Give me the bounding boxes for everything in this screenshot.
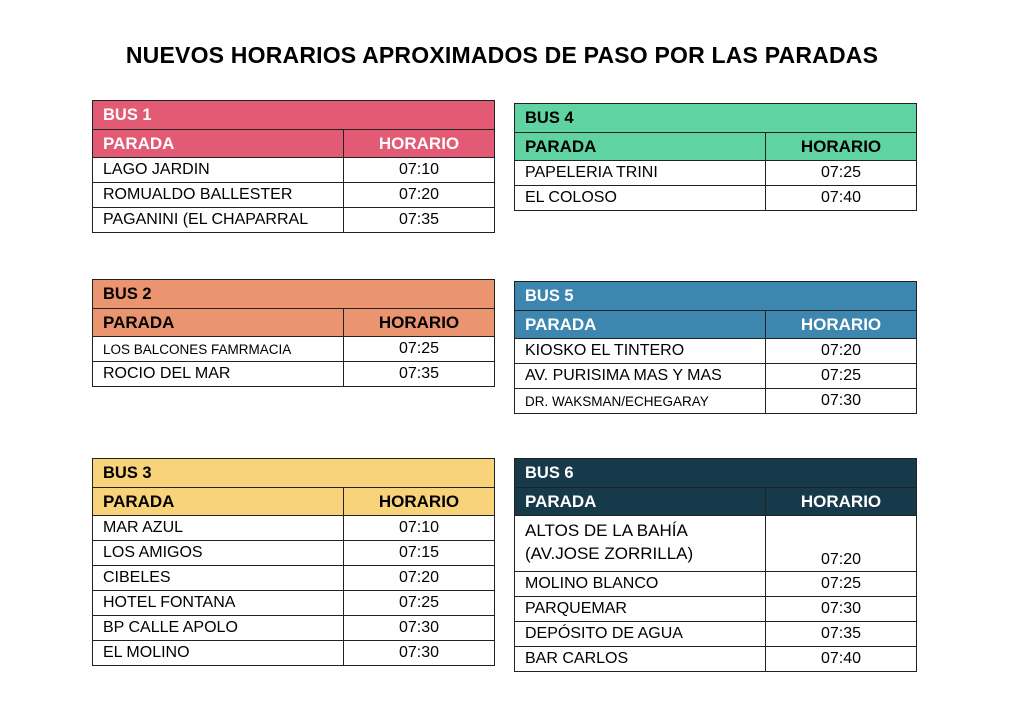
column-header-horario: HORARIO [766, 488, 917, 516]
stop-time: 07:30 [344, 616, 495, 641]
stop-time: 07:25 [344, 337, 495, 362]
table-row [93, 516, 495, 541]
stop-time: 07:20 [344, 566, 495, 591]
table-row [93, 337, 495, 362]
stop-name: PAPELERIA TRINI [515, 161, 766, 186]
stop-name-line2: (AV.JOSE ZORRILLA) [525, 544, 694, 563]
table-row [515, 364, 917, 389]
stop-time: 07:35 [344, 208, 495, 233]
stop-time: 07:10 [344, 516, 495, 541]
table-row [93, 158, 495, 183]
page-title: NUEVOS HORARIOS APROXIMADOS DE PASO POR LAS PARADAS [125, 42, 879, 68]
table-row [93, 591, 495, 616]
stop-time: 07:30 [766, 597, 917, 622]
table-row [93, 183, 495, 208]
stop-time: 07:40 [766, 647, 917, 672]
table-row [515, 572, 917, 597]
stop-name: PAGANINI (EL CHAPARRAL [93, 208, 344, 233]
stop-name: EL MOLINO [93, 641, 344, 666]
stop-name: BAR CARLOS [515, 647, 766, 672]
column-header-parada: PARADA [93, 130, 344, 158]
stop-time: 07:25 [766, 572, 917, 597]
bus-3-table [92, 458, 495, 666]
stop-name: EL COLOSO [515, 186, 766, 211]
bus-name: BUS 1 [93, 101, 495, 130]
table-row [93, 616, 495, 641]
table-row [515, 597, 917, 622]
table-row [515, 339, 917, 364]
bus-name: BUS 3 [93, 459, 495, 488]
table-row [515, 622, 917, 647]
bus-name: BUS 6 [515, 459, 917, 488]
table-row [93, 541, 495, 566]
column-header-horario: HORARIO [766, 133, 917, 161]
stop-time: 07:40 [766, 186, 917, 211]
stop-name: BP CALLE APOLO [93, 616, 344, 641]
column-header-horario: HORARIO [344, 488, 495, 516]
bus-2-table [92, 279, 495, 387]
stop-time: 07:20 [766, 339, 917, 364]
bus-name: BUS 2 [93, 280, 495, 309]
table-row [515, 186, 917, 211]
table-row [515, 161, 917, 186]
table-row [93, 641, 495, 666]
bus-6-table [514, 458, 917, 672]
stop-name: MAR AZUL [93, 516, 344, 541]
column-header-parada: PARADA [93, 488, 344, 516]
stop-name: HOTEL FONTANA [93, 591, 344, 616]
stop-time: 07:20 [766, 516, 917, 572]
table-row [93, 362, 495, 387]
stop-name: ROCIO DEL MAR [93, 362, 344, 387]
stop-name: ROMUALDO BALLESTER [93, 183, 344, 208]
column-header-parada: PARADA [93, 309, 344, 337]
column-header-horario: HORARIO [344, 309, 495, 337]
bus-1-table [92, 100, 495, 233]
stop-name: DEPÓSITO DE AGUA [515, 622, 766, 647]
table-row [515, 389, 917, 414]
stop-time: 07:30 [344, 641, 495, 666]
stop-name: AV. PURISIMA MAS Y MAS [515, 364, 766, 389]
bus-name: BUS 4 [515, 104, 917, 133]
bus-name: BUS 5 [515, 282, 917, 311]
column-header-parada: PARADA [515, 311, 766, 339]
table-row [515, 516, 917, 572]
stop-name-line1: ALTOS DE LA BAHÍA [525, 521, 688, 540]
table-row [515, 647, 917, 672]
stop-time: 07:25 [766, 364, 917, 389]
stop-name: CIBELES [93, 566, 344, 591]
table-row [93, 566, 495, 591]
column-header-horario: HORARIO [766, 311, 917, 339]
stop-time: 07:15 [344, 541, 495, 566]
stop-name: PARQUEMAR [515, 597, 766, 622]
stop-time: 07:20 [344, 183, 495, 208]
stop-name [515, 516, 766, 572]
bus-4-table [514, 103, 917, 211]
stop-time: 07:35 [766, 622, 917, 647]
stop-time: 07:30 [766, 389, 917, 414]
stop-name: MOLINO BLANCO [515, 572, 766, 597]
stop-name: DR. WAKSMAN/ECHEGARAY [515, 389, 766, 414]
table-row [93, 208, 495, 233]
stop-name: LOS AMIGOS [93, 541, 344, 566]
stop-time: 07:25 [344, 591, 495, 616]
column-header-parada: PARADA [515, 133, 766, 161]
column-header-horario: HORARIO [344, 130, 495, 158]
stop-name: LOS BALCONES FAMRMACIA [93, 337, 344, 362]
column-header-parada: PARADA [515, 488, 766, 516]
stop-name: LAGO JARDIN [93, 158, 344, 183]
stop-time: 07:10 [344, 158, 495, 183]
stop-time: 07:35 [344, 362, 495, 387]
stop-time: 07:25 [766, 161, 917, 186]
stop-name: KIOSKO EL TINTERO [515, 339, 766, 364]
bus-5-table [514, 281, 917, 414]
